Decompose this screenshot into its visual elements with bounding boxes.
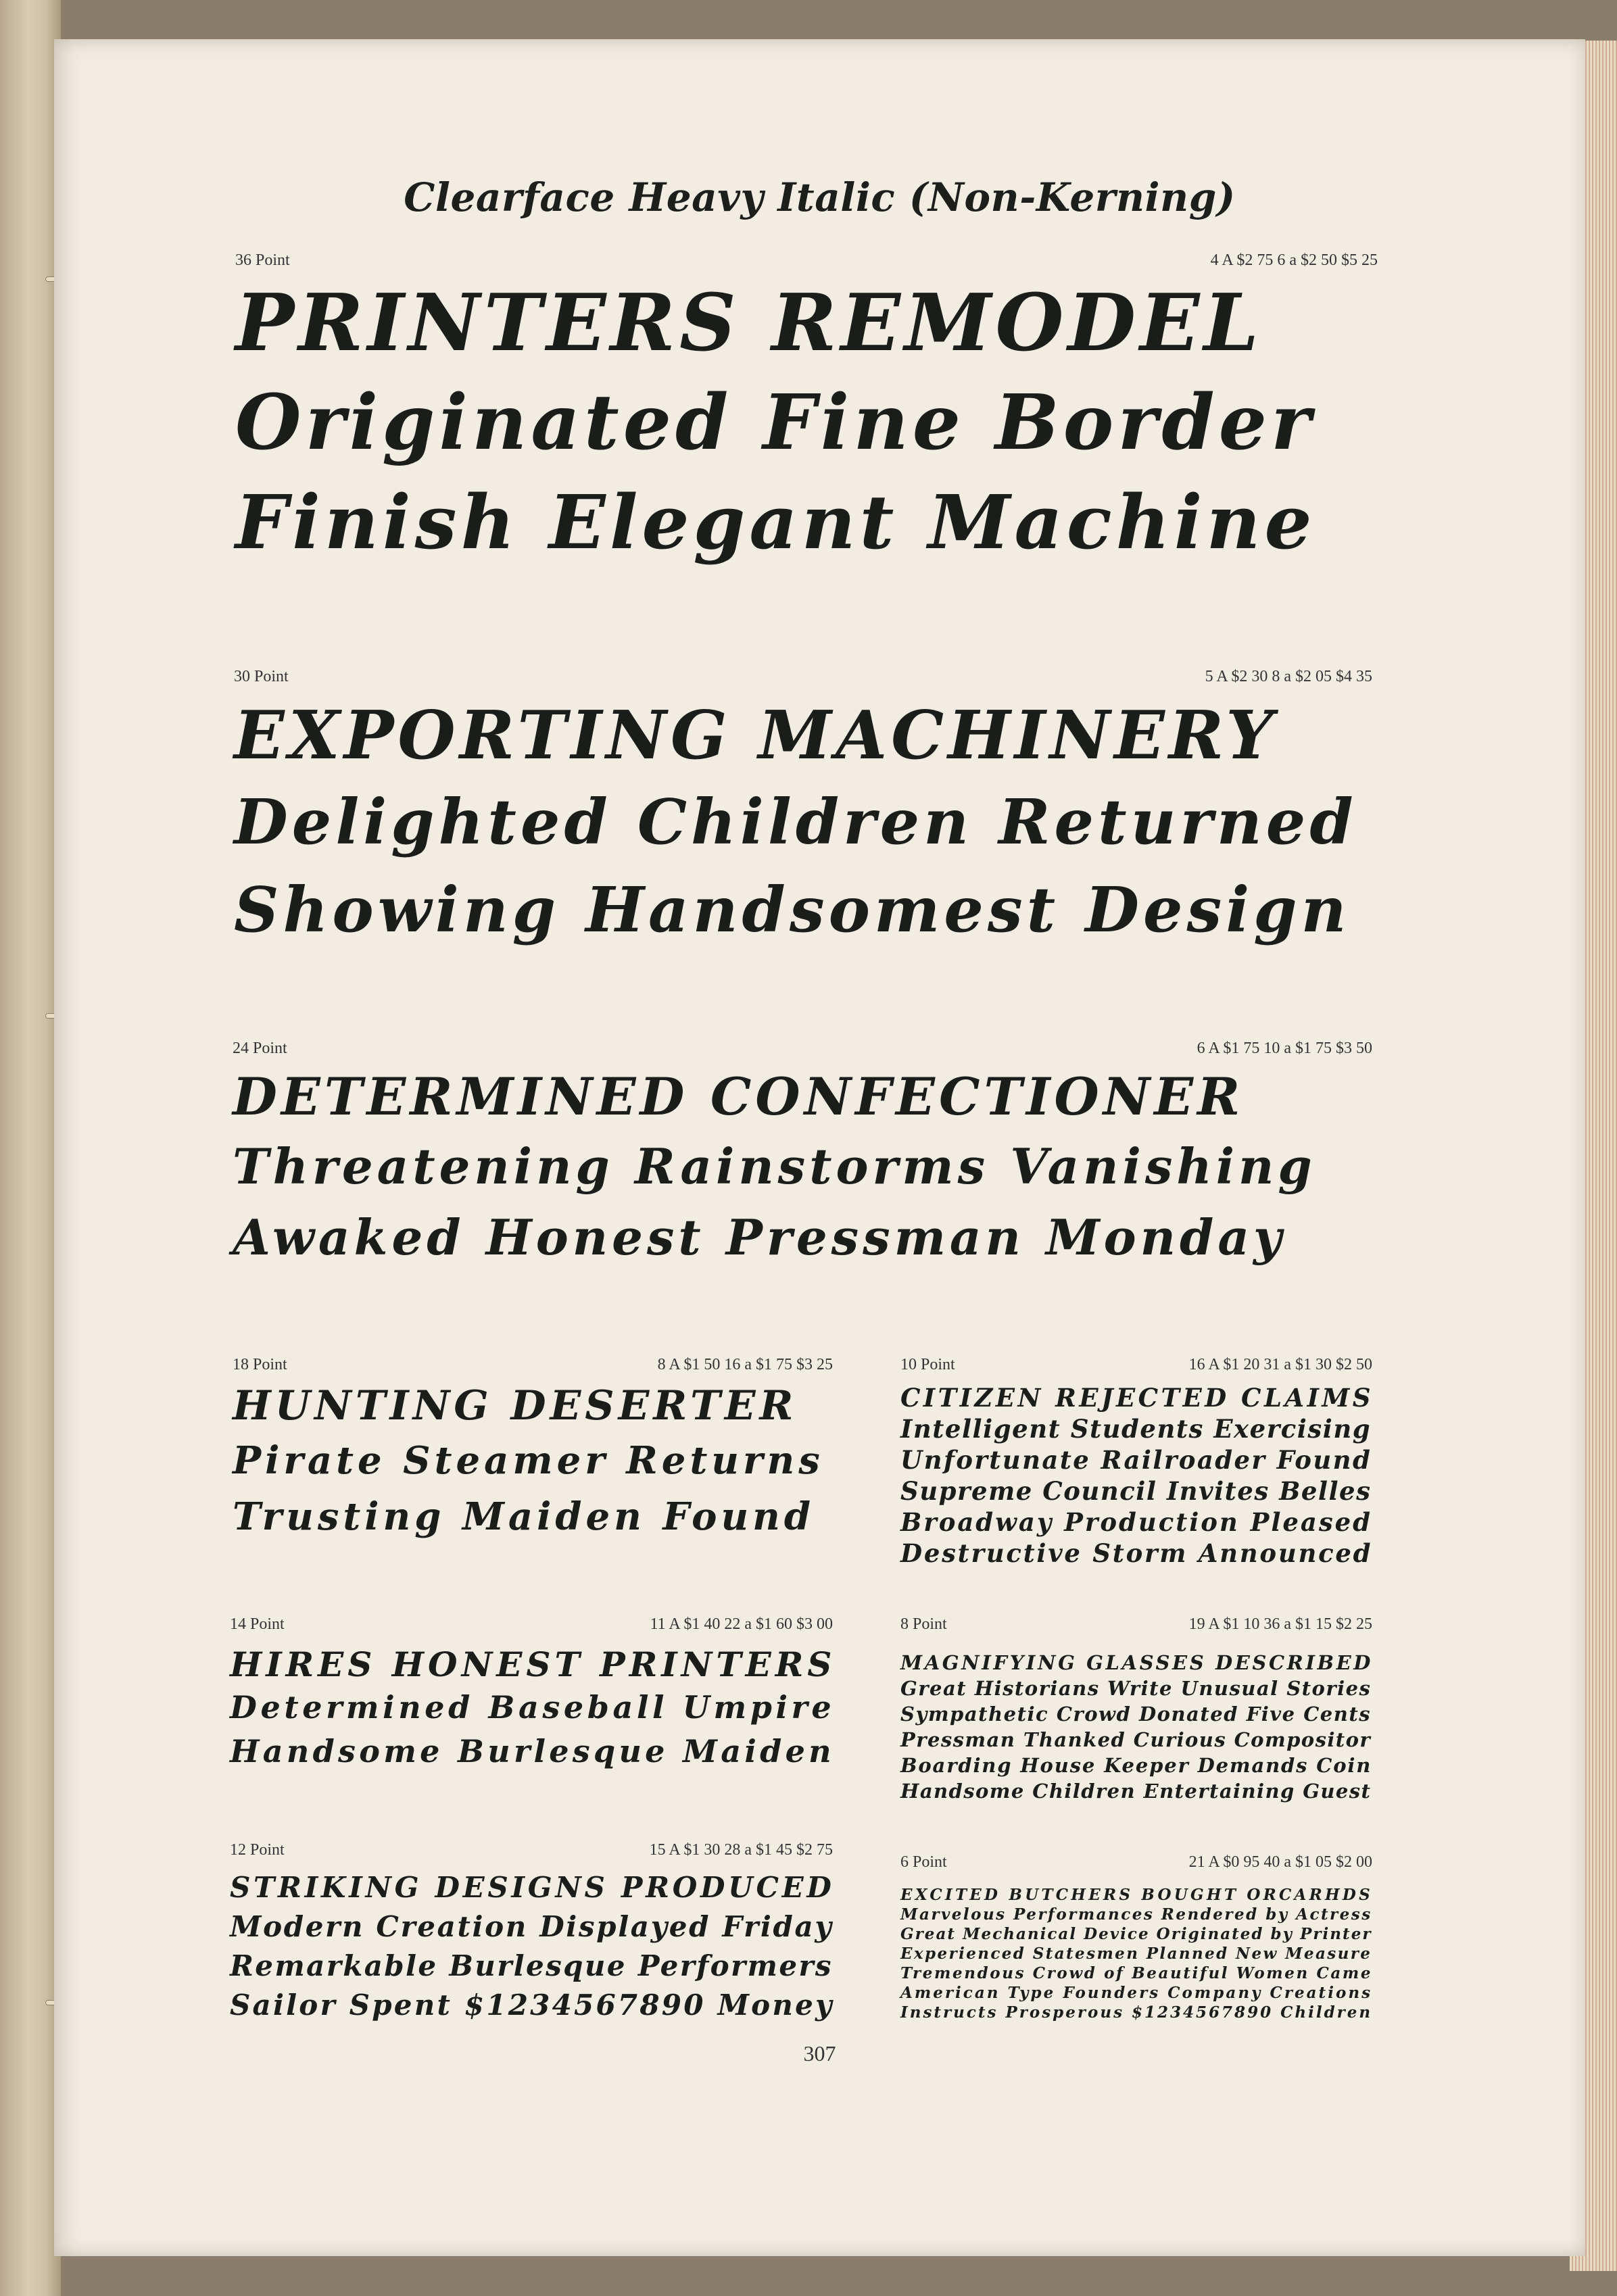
specimen-line: EXPORTING MACHINERY [234, 697, 1278, 775]
specimen-line: Delighted Children Returned [234, 785, 1357, 858]
size-label-36: 36 Point [235, 251, 290, 269]
specimen-line: HIRES HONEST PRINTERS [230, 1644, 836, 1684]
specimen-line: Threatening Rainstorms Vanishing [233, 1138, 1316, 1195]
specimen-line: Broadway Production Pleased [900, 1507, 1372, 1537]
specimen-line: Intelligent Students Exercising [900, 1414, 1372, 1444]
specimen-line: PRINTERS REMODEL [235, 277, 1263, 369]
price-label-14: 11 A $1 40 22 a $1 60 $3 00 [650, 1615, 833, 1633]
specimen-line: Awaked Honest Pressman Monday [233, 1208, 1286, 1266]
specimen-line: Originated Fine Border [235, 378, 1315, 467]
specimen-line: HUNTING DESERTER [233, 1382, 798, 1430]
specimen-line: Supreme Council Invites Belles [900, 1476, 1372, 1506]
specimen-line: Determined Baseball Umpire [230, 1689, 836, 1726]
size-label-14: 14 Point [230, 1615, 285, 1633]
price-label-24: 6 A $1 75 10 a $1 75 $3 50 [1197, 1040, 1372, 1057]
size-label-8: 8 Point [900, 1615, 947, 1633]
specimen-line: Unfortunate Railroader Found [900, 1445, 1372, 1475]
specimen-line: DETERMINED CONFECTIONER [233, 1067, 1245, 1127]
specimen-line: Marvelous Performances Rendered by Actress [900, 1905, 1372, 1924]
specimen-line: Showing Handsomest Design [234, 873, 1351, 946]
price-label-8: 19 A $1 10 36 a $1 15 $2 25 [1188, 1615, 1372, 1633]
specimen-line: Finish Elegant Machine [235, 479, 1316, 566]
specimen-line: MAGNIFYING GLASSES DESCRIBED [900, 1651, 1374, 1674]
specimen-line: Pressman Thanked Curious Compositor [900, 1728, 1372, 1751]
size-label-24: 24 Point [233, 1040, 287, 1057]
specimen-line: Handsome Children Entertaining Guest [900, 1780, 1372, 1803]
price-label-6: 21 A $0 95 40 a $1 05 $2 00 [1188, 1853, 1372, 1871]
size-label-18: 18 Point [233, 1356, 287, 1373]
specimen-line: Great Historians Write Unusual Stories [900, 1677, 1372, 1700]
price-label-10: 16 A $1 20 31 a $1 30 $2 50 [1188, 1356, 1372, 1373]
specimen-line: STRIKING DESIGNS PRODUCED [230, 1871, 835, 1904]
size-label-10: 10 Point [900, 1356, 955, 1373]
price-label-12: 15 A $1 30 28 a $1 45 $2 75 [649, 1841, 833, 1859]
size-label-6: 6 Point [900, 1853, 947, 1871]
specimen-line: Boarding House Keeper Demands Coin [900, 1754, 1372, 1777]
specimen-line: Instructs Prosperous $1234567890 Children [900, 2003, 1373, 2022]
specimen-line: Great Mechanical Device Originated by Printer [900, 1925, 1372, 1943]
book-binding [0, 0, 61, 2296]
price-label-36: 4 A $2 75 6 a $2 50 $5 25 [1210, 251, 1378, 269]
specimen-line: Experienced Statesmen Planned New Measure [900, 1945, 1372, 1963]
specimen-line: American Type Founders Company Creations [900, 1984, 1373, 2002]
price-label-18: 8 A $1 50 16 a $1 75 $3 25 [657, 1356, 833, 1373]
specimen-line: Remarkable Burlesque Performers [230, 1949, 833, 1982]
specimen-line: Trusting Maiden Found [233, 1494, 815, 1539]
specimen-line: CITIZEN REJECTED CLAIMS [900, 1383, 1374, 1413]
size-label-30: 30 Point [234, 668, 289, 685]
specimen-line: Destructive Storm Announced [900, 1538, 1373, 1568]
price-label-30: 5 A $2 30 8 a $2 05 $4 35 [1205, 668, 1372, 685]
specimen-line: Pirate Steamer Returns [233, 1438, 824, 1483]
specimen-line: Tremendous Crowd of Beautiful Women Came [900, 1964, 1373, 1982]
page-number: 307 [803, 2041, 836, 2066]
specimen-line: Handsome Burlesque Maiden [230, 1733, 835, 1769]
size-label-12: 12 Point [230, 1841, 285, 1859]
specimen-line: Sailor Spent $1234567890 Money [230, 1988, 834, 2022]
page-title: Clearface Heavy Italic (Non-Kerning) [404, 174, 1236, 220]
specimen-line: EXCITED BUTCHERS BOUGHT ORCARHDS [900, 1886, 1373, 1904]
specimen-line: Sympathetic Crowd Donated Five Cents [900, 1703, 1372, 1726]
specimen-line: Modern Creation Displayed Friday [230, 1910, 834, 1943]
